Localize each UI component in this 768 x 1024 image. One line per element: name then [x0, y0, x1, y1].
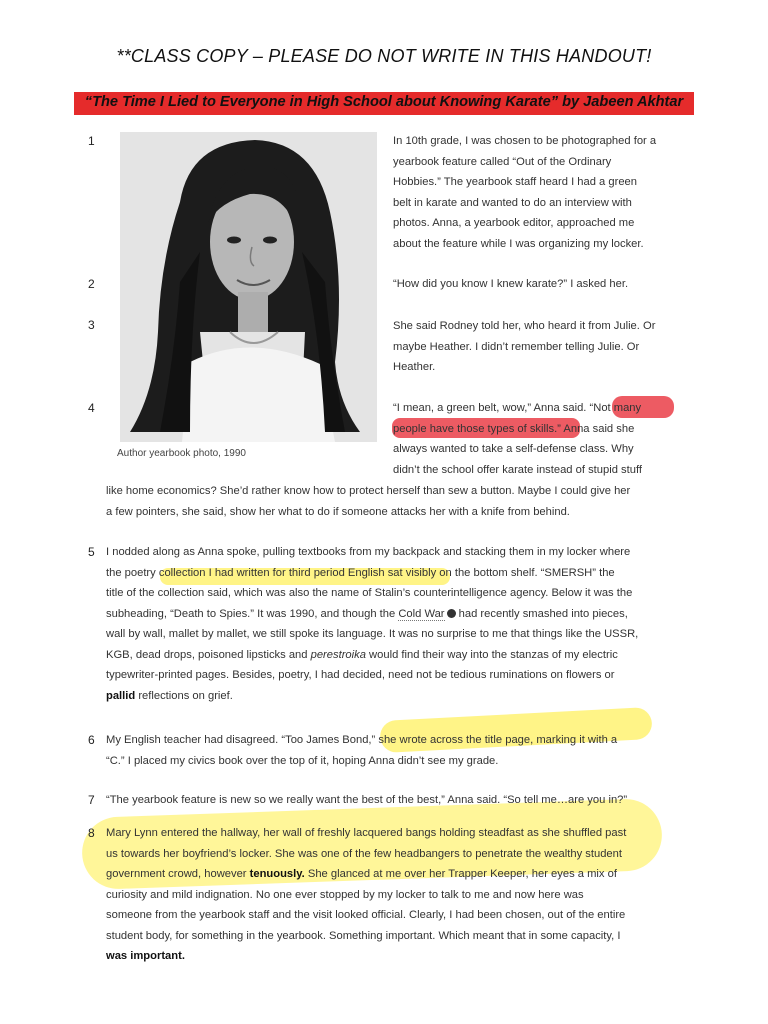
text-line: maybe Heather. I didn’t remember telling Julie. Or — [393, 340, 640, 353]
text-line: In 10th grade, I was chosen to be photographed for a — [393, 135, 657, 147]
text-line: typewriter-printed pages. Besides, poetry, I had decided, need not be tedious ruminations on flowers or — [106, 669, 615, 681]
paragraph-4-continued — [106, 481, 686, 522]
info-icon[interactable] — [447, 609, 456, 618]
text-line: “I mean, a green belt, wow,” Anna said. “Not many — [393, 402, 642, 414]
text-line: a few pointers, she said, show her what to do if someone attacks her with a knife from behind. — [106, 505, 570, 518]
text-line: didn’t the school offer karate instead of stupid stuff — [393, 463, 642, 476]
paragraph-1 — [393, 131, 693, 254]
text-line: I nodded along as Anna spoke, pulling textbooks from my backpack and stacking them in my locker where — [106, 546, 631, 558]
text-line — [106, 864, 686, 885]
text-line: about the feature while I was organizing my locker. — [393, 237, 644, 250]
text-line: the poetry collection I had written for third period English sat visibly on the bottom shelf. “SMERSH” the — [106, 566, 615, 579]
text-line: belt in karate and wanted to do an interview with — [393, 196, 632, 209]
text-line — [106, 604, 686, 625]
text-line: yearbook feature called “Out of the Ordinary — [393, 155, 612, 168]
paragraph-8 — [106, 823, 686, 967]
paragraph-number: 8 — [88, 826, 95, 840]
paragraph-number: 2 — [88, 277, 95, 291]
vocab-word: pallid — [106, 689, 136, 702]
author-yearbook-photo — [120, 132, 377, 442]
text-line: student body, for something in the yearbook. Something important. Which meant that in some capacity, I — [106, 929, 621, 942]
text-line: My English teacher had disagreed. “Too James Bond,” she wrote across the title page, marking it with a — [106, 734, 618, 746]
paragraph-5 — [106, 542, 686, 706]
text-segment: KGB, dead drops, poisoned lipsticks and — [106, 648, 311, 661]
text-line: Hobbies.” The yearbook staff heard I had a green — [393, 176, 638, 188]
text-line: always wanted to take a self-defense class. Why — [393, 443, 634, 455]
text-line: people have those types of skills.” Anna said she — [393, 422, 635, 435]
paragraph-number: 3 — [88, 318, 95, 332]
article-title: “The Time I Lied to Everyone in High School about Knowing Karate” by Jabeen Akhtar — [84, 94, 684, 110]
text-line: “C.” I placed my civics book over the top of it, hoping Anna didn’t see my grade. — [106, 754, 499, 767]
text-segment: government crowd, however — [106, 868, 250, 880]
text-segment: would find their way into the stanzas of my electric — [365, 648, 618, 661]
text-line: curiosity and mild indignation. No one ever stopped by my locker to talk to me and now here was — [106, 888, 584, 901]
paragraph-number: 6 — [88, 733, 95, 747]
text-line: wall by wall, mallet by mallet, we still spoke its language. It was no surprise to me that things like the USSR, — [106, 628, 639, 640]
paragraph-number: 7 — [88, 793, 95, 807]
text-segment: subheading, “Death to Spies.” It was 1990, and though the — [106, 607, 399, 620]
text-line: like home economics? She’d rather know how to protect herself than sew a button. Maybe I could give her — [106, 485, 631, 497]
text-line: us towards her boyfriend’s locker. She was one of the few headbangers to penetrate the wealthy student — [106, 847, 622, 860]
paragraph-2: “How did you know I knew karate?” I asked her. — [393, 278, 629, 290]
photo-caption: Author yearbook photo, 1990 — [117, 448, 246, 459]
text-segment: had recently smashed into pieces, — [455, 607, 628, 620]
paragraph-3 — [393, 316, 693, 378]
text-line: was important. — [106, 950, 185, 962]
paragraph-7: “The yearbook feature is new so we really want the best of the best,” Anna said. “So tell me…are you in?” — [106, 794, 628, 806]
text-line: Heather. — [393, 361, 436, 373]
paragraph-number: 1 — [88, 134, 95, 148]
text-line: title of the collection said, which was also the name of Stalin’s counterintelligence agency. Below it was the — [106, 587, 633, 599]
text-line: She said Rodney told her, who heard it from Julie. Or — [393, 320, 656, 332]
italic-word: perestroika — [310, 648, 366, 661]
cold-war-link[interactable]: Cold War — [398, 607, 445, 620]
text-line: photos. Anna, a yearbook editor, approached me — [393, 217, 635, 229]
paragraph-number: 4 — [88, 401, 95, 415]
text-segment: She glanced at me over her Trapper Keeper, her eyes a mix of — [304, 868, 617, 880]
class-copy-header: **CLASS COPY – PLEASE DO NOT WRITE IN THIS HANDOUT! — [116, 46, 652, 66]
paragraph-number: 5 — [88, 545, 95, 559]
text-segment: reflections on grief. — [135, 689, 233, 702]
text-line — [106, 645, 686, 666]
paragraph-4 — [393, 398, 693, 480]
paragraph-6 — [106, 730, 686, 771]
vocab-word: tenuously. — [249, 868, 305, 880]
text-line: Mary Lynn entered the hallway, her wall of freshly lacquered bangs holding steadfast as she shuffled past — [106, 827, 627, 839]
text-line — [106, 686, 686, 707]
text-line: someone from the yearbook staff and the visit looked official. Clearly, I had been chosen, out of the entire — [106, 909, 626, 921]
